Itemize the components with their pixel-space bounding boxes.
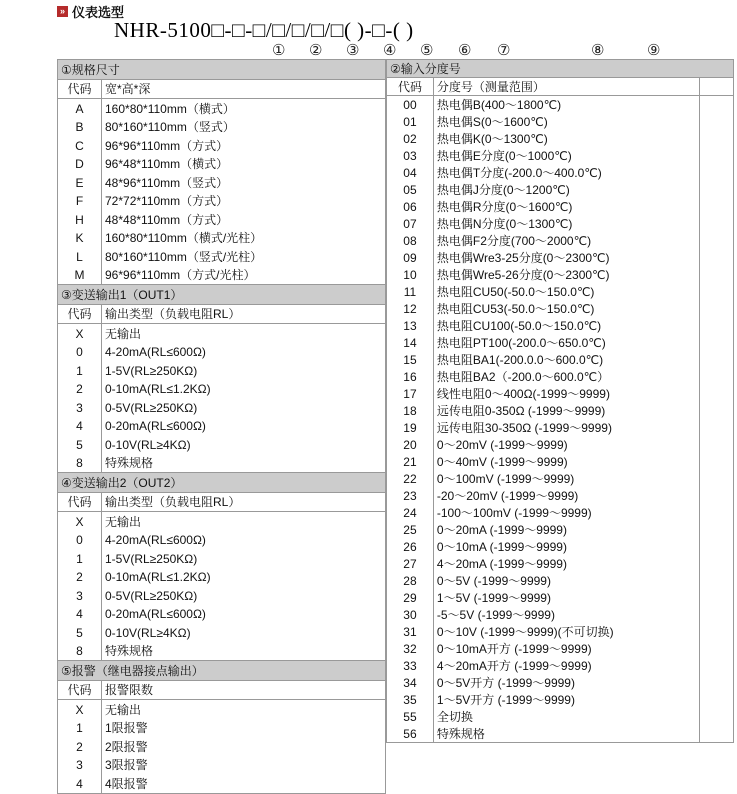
desc-cell: 96*96*110mm（方式/光柱） [102, 266, 386, 285]
table-row [58, 756, 386, 775]
column-header-row [58, 492, 386, 512]
code-cell: 09 [387, 249, 434, 266]
blank-cell [699, 232, 733, 249]
table-row [387, 402, 734, 419]
table-row [387, 691, 734, 708]
code-cell: 20 [387, 436, 434, 453]
section-title: ②输入分度号 [387, 60, 734, 78]
table-row [387, 181, 734, 198]
desc-cell: 热电阻CU50(-50.0～150.0℃) [433, 283, 699, 300]
desc-cell: 0～5V开方 (-1999～9999) [433, 674, 699, 691]
section-title: ①规格尺寸 [58, 60, 386, 80]
blank-cell [699, 130, 733, 147]
table-row [387, 674, 734, 691]
blank-cell [699, 521, 733, 538]
desc-cell: 80*160*110mm（竖式） [102, 118, 386, 137]
blank-cell [699, 317, 733, 334]
section-title: ③变送输出1（OUT1） [58, 285, 386, 305]
code-cell: F [58, 192, 102, 211]
position-marker: ② [309, 43, 323, 59]
column-header-desc: 报警限数 [102, 680, 386, 700]
blank-cell [699, 504, 733, 521]
code-cell: 2 [58, 737, 102, 756]
desc-cell: 0-10V(RL≥4KΩ) [102, 435, 386, 454]
code-cell: 21 [387, 453, 434, 470]
table-row [58, 719, 386, 738]
table-row [58, 361, 386, 380]
desc-cell: 热电阻BA2（-200.0～600.0℃） [433, 368, 699, 385]
code-cell: 1 [58, 549, 102, 568]
desc-cell: 0-20mA(RL≤600Ω) [102, 417, 386, 436]
column-header-code: 代码 [387, 78, 434, 96]
position-marker: ⑤ [420, 43, 434, 59]
blank-cell [699, 470, 733, 487]
desc-cell: 0-10mA(RL≤1.2KΩ) [102, 380, 386, 399]
desc-cell: 热电偶E分度(0～1000℃) [433, 147, 699, 164]
code-cell: 27 [387, 555, 434, 572]
input-range-table [386, 59, 734, 743]
desc-cell: 无输出 [102, 700, 386, 719]
desc-cell: 160*80*110mm（横式） [102, 99, 386, 118]
code-cell: 29 [387, 589, 434, 606]
blank-cell [699, 623, 733, 640]
desc-cell: 0～100mV (-1999～9999) [433, 470, 699, 487]
code-cell: 05 [387, 181, 434, 198]
table-row [387, 538, 734, 555]
desc-cell: 0～10mA开方 (-1999～9999) [433, 640, 699, 657]
table-row [387, 623, 734, 640]
position-marker: ⑦ [497, 43, 511, 59]
desc-cell: -5～5V (-1999～9999) [433, 606, 699, 623]
code-cell: 16 [387, 368, 434, 385]
blank-cell [699, 351, 733, 368]
desc-cell: 特殊规格 [102, 454, 386, 473]
desc-cell: 4-20mA(RL≤600Ω) [102, 343, 386, 362]
table-row [387, 470, 734, 487]
blank-cell [699, 657, 733, 674]
code-cell: 28 [387, 572, 434, 589]
code-cell: 00 [387, 96, 434, 114]
code-cell: 23 [387, 487, 434, 504]
code-cell: 1 [58, 361, 102, 380]
desc-cell: 4-20mA(RL≤600Ω) [102, 531, 386, 550]
desc-cell: 0-5V(RL≥250KΩ) [102, 398, 386, 417]
table-row [387, 385, 734, 402]
desc-cell: 160*80*110mm（横式/光柱） [102, 229, 386, 248]
table-row [58, 586, 386, 605]
code-cell: X [58, 700, 102, 719]
column-header-code: 代码 [58, 79, 102, 99]
table-row [387, 317, 734, 334]
blank-cell [699, 385, 733, 402]
code-cell: K [58, 229, 102, 248]
table-row [58, 642, 386, 661]
desc-cell: 0～40mV (-1999～9999) [433, 453, 699, 470]
blank-cell [699, 572, 733, 589]
code-cell: 3 [58, 586, 102, 605]
column-header-desc: 输出类型（负载电阻RL） [102, 304, 386, 324]
code-cell: 32 [387, 640, 434, 657]
code-cell: 01 [387, 113, 434, 130]
table-row [387, 589, 734, 606]
blank-cell [699, 96, 733, 114]
code-cell: 10 [387, 266, 434, 283]
page-title: 仪表选型 [72, 4, 125, 20]
code-cell: 56 [387, 725, 434, 743]
desc-cell: 远传电阻30-350Ω (-1999～9999) [433, 419, 699, 436]
table-row [58, 343, 386, 362]
table-row [387, 266, 734, 283]
column-header-desc: 宽*高*深 [102, 79, 386, 99]
blank-cell [699, 708, 733, 725]
desc-cell: 96*96*110mm（方式） [102, 136, 386, 155]
blank-cell [699, 113, 733, 130]
table-row [387, 130, 734, 147]
table-row [387, 725, 734, 743]
column-header-row [58, 304, 386, 324]
table-row [387, 147, 734, 164]
code-cell: 4 [58, 774, 102, 793]
table-row [387, 453, 734, 470]
column-header-code: 代码 [58, 304, 102, 324]
blank-cell [699, 249, 733, 266]
desc-cell: 无输出 [102, 324, 386, 343]
code-cell: B [58, 118, 102, 137]
code-cell: 8 [58, 642, 102, 661]
desc-cell: 1限报警 [102, 719, 386, 738]
table-row [58, 247, 386, 266]
table-row [387, 334, 734, 351]
code-cell: 34 [387, 674, 434, 691]
table-row [387, 232, 734, 249]
code-cell: 0 [58, 343, 102, 362]
column-header-code: 代码 [58, 680, 102, 700]
code-cell: 17 [387, 385, 434, 402]
blank-cell [699, 589, 733, 606]
code-cell: 0 [58, 531, 102, 550]
desc-cell: 0-20mA(RL≤600Ω) [102, 605, 386, 624]
desc-cell: 0-10V(RL≥4KΩ) [102, 623, 386, 642]
code-cell: 3 [58, 398, 102, 417]
code-cell: 11 [387, 283, 434, 300]
code-cell: 31 [387, 623, 434, 640]
code-cell: 33 [387, 657, 434, 674]
blank-cell [699, 283, 733, 300]
spec-table-left [57, 59, 386, 794]
blank-cell [699, 300, 733, 317]
desc-cell: 48*96*110mm（竖式） [102, 173, 386, 192]
table-row [387, 283, 734, 300]
desc-cell: 0-10mA(RL≤1.2KΩ) [102, 568, 386, 587]
page-header [0, 0, 737, 59]
blank-cell [699, 725, 733, 743]
desc-cell: 热电阻BA1(-200.0.0～600.0℃) [433, 351, 699, 368]
table-row [387, 606, 734, 623]
table-row [387, 640, 734, 657]
desc-cell: -20～20mV (-1999～9999) [433, 487, 699, 504]
code-cell: X [58, 324, 102, 343]
table-row [58, 118, 386, 137]
code-cell: C [58, 136, 102, 155]
desc-cell: 热电偶Wre3-25分度(0～2300℃) [433, 249, 699, 266]
code-cell: 13 [387, 317, 434, 334]
desc-cell: 特殊规格 [433, 725, 699, 743]
blank-cell [699, 487, 733, 504]
position-marker: ① [272, 43, 286, 59]
table-row [58, 398, 386, 417]
column-header-blank [699, 78, 733, 96]
blank-cell [699, 640, 733, 657]
desc-cell: 热电偶Wre5-26分度(0～2300℃) [433, 266, 699, 283]
column-header-desc: 分度号（测量范围） [433, 78, 699, 96]
column-header-desc: 输出类型（负载电阻RL） [102, 492, 386, 512]
code-cell: E [58, 173, 102, 192]
table-row [58, 173, 386, 192]
section-header-row [58, 60, 386, 80]
selection-tables [57, 59, 737, 794]
table-row [387, 419, 734, 436]
desc-cell: 3限报警 [102, 756, 386, 775]
desc-cell: 热电偶K(0～1300℃) [433, 130, 699, 147]
table-row [387, 555, 734, 572]
section-title: ⑤报警（继电器接点输出） [58, 661, 386, 681]
blank-cell [699, 181, 733, 198]
table-row [58, 700, 386, 719]
section-header-row [387, 60, 734, 78]
code-cell: D [58, 155, 102, 174]
code-cell: 2 [58, 568, 102, 587]
code-cell: 04 [387, 164, 434, 181]
table-row [58, 512, 386, 531]
table-row [387, 164, 734, 181]
position-markers [57, 41, 737, 59]
table-row [387, 708, 734, 725]
desc-cell: 线性电阻0～400Ω(-1999～9999) [433, 385, 699, 402]
desc-cell: 4～20mA开方 (-1999～9999) [433, 657, 699, 674]
section-header-row [58, 285, 386, 305]
desc-cell: 0-5V(RL≥250KΩ) [102, 586, 386, 605]
table-row [387, 96, 734, 114]
code-cell: 55 [387, 708, 434, 725]
desc-cell: 热电偶N分度(0～1300℃) [433, 215, 699, 232]
table-row [58, 737, 386, 756]
table-row [58, 136, 386, 155]
blank-cell [699, 266, 733, 283]
code-cell: A [58, 99, 102, 118]
table-row [387, 368, 734, 385]
table-row [58, 568, 386, 587]
desc-cell: 热电偶R分度(0～1600℃) [433, 198, 699, 215]
table-row [387, 198, 734, 215]
position-marker: ③ [346, 43, 360, 59]
desc-cell: 热电偶T分度(-200.0～400.0℃) [433, 164, 699, 181]
blank-cell [699, 402, 733, 419]
column-header-row [387, 78, 734, 96]
table-row [58, 229, 386, 248]
blank-cell [699, 453, 733, 470]
table-row [387, 215, 734, 232]
column-header-code: 代码 [58, 492, 102, 512]
code-cell: 25 [387, 521, 434, 538]
desc-cell: 1～5V (-1999～9999) [433, 589, 699, 606]
desc-cell: 1-5V(RL≥250KΩ) [102, 549, 386, 568]
table-row [58, 549, 386, 568]
table-row [58, 435, 386, 454]
desc-cell: 热电偶B(400～1800℃) [433, 96, 699, 114]
code-cell: 4 [58, 417, 102, 436]
blank-cell [699, 419, 733, 436]
code-cell: 26 [387, 538, 434, 555]
code-cell: 03 [387, 147, 434, 164]
code-cell: 07 [387, 215, 434, 232]
table-row [387, 657, 734, 674]
desc-cell: 热电偶F2分度(700～2000℃) [433, 232, 699, 249]
table-row [58, 454, 386, 473]
position-marker: ⑨ [647, 43, 661, 59]
desc-cell: 远传电阻0-350Ω (-1999～9999) [433, 402, 699, 419]
code-cell: 3 [58, 756, 102, 775]
blank-cell [699, 368, 733, 385]
desc-cell: 热电偶J分度(0～1200℃) [433, 181, 699, 198]
desc-cell: 4～20mA (-1999～9999) [433, 555, 699, 572]
desc-cell: 1～5V开方 (-1999～9999) [433, 691, 699, 708]
blank-cell [699, 164, 733, 181]
desc-cell: 特殊规格 [102, 642, 386, 661]
desc-cell: 0～10V (-1999～9999)(不可切换) [433, 623, 699, 640]
code-cell: L [58, 247, 102, 266]
blank-cell [699, 147, 733, 164]
code-cell: 8 [58, 454, 102, 473]
desc-cell: 80*160*110mm（竖式/光柱） [102, 247, 386, 266]
red-arrow-bullet-icon: » [57, 6, 68, 17]
code-cell: 1 [58, 719, 102, 738]
code-cell: 5 [58, 435, 102, 454]
table-row [387, 521, 734, 538]
table-row [387, 113, 734, 130]
code-cell: 12 [387, 300, 434, 317]
desc-cell: 48*48*110mm（方式） [102, 210, 386, 229]
blank-cell [699, 198, 733, 215]
code-cell: 02 [387, 130, 434, 147]
desc-cell: 0～20mV (-1999～9999) [433, 436, 699, 453]
desc-cell: -100～100mV (-1999～9999) [433, 504, 699, 521]
blank-cell [699, 334, 733, 351]
code-cell: 35 [387, 691, 434, 708]
blank-cell [699, 538, 733, 555]
desc-cell: 无输出 [102, 512, 386, 531]
blank-cell [699, 436, 733, 453]
table-row [387, 300, 734, 317]
code-cell: 22 [387, 470, 434, 487]
section-title: ④变送输出2（OUT2） [58, 473, 386, 493]
table-row [58, 417, 386, 436]
table-row [58, 155, 386, 174]
position-marker: ⑧ [591, 43, 605, 59]
code-cell: 4 [58, 605, 102, 624]
code-cell: 24 [387, 504, 434, 521]
code-cell: 14 [387, 334, 434, 351]
column-header-row [58, 680, 386, 700]
table-row [387, 351, 734, 368]
table-row [387, 487, 734, 504]
table-row [58, 380, 386, 399]
table-row [58, 324, 386, 343]
desc-cell: 0～10mA (-1999～9999) [433, 538, 699, 555]
desc-cell: 2限报警 [102, 737, 386, 756]
desc-cell: 热电阻PT100(-200.0～650.0℃) [433, 334, 699, 351]
blank-cell [699, 606, 733, 623]
table-row [58, 266, 386, 285]
code-cell: H [58, 210, 102, 229]
section-header-row [58, 661, 386, 681]
code-cell: 18 [387, 402, 434, 419]
desc-cell: 热电阻CU100(-50.0～150.0℃) [433, 317, 699, 334]
table-row [387, 504, 734, 521]
desc-cell: 0～20mA (-1999～9999) [433, 521, 699, 538]
code-cell: X [58, 512, 102, 531]
desc-cell: 4限报警 [102, 774, 386, 793]
code-cell: 19 [387, 419, 434, 436]
code-cell: 5 [58, 623, 102, 642]
table-row [58, 99, 386, 118]
desc-cell: 热电阻CU53(-50.0～150.0℃) [433, 300, 699, 317]
blank-cell [699, 674, 733, 691]
code-cell: 06 [387, 198, 434, 215]
column-header-row [58, 79, 386, 99]
code-cell: 15 [387, 351, 434, 368]
code-cell: M [58, 266, 102, 285]
code-cell: 08 [387, 232, 434, 249]
model-code: NHR-5100□-□-□/□/□/□/□( )-□-( ) [114, 18, 414, 42]
code-cell: 2 [58, 380, 102, 399]
table-row [58, 192, 386, 211]
table-row [387, 436, 734, 453]
table-row [387, 572, 734, 589]
table-row [58, 210, 386, 229]
position-marker: ④ [383, 43, 397, 59]
table-row [58, 605, 386, 624]
code-cell: 30 [387, 606, 434, 623]
desc-cell: 96*48*110mm（横式） [102, 155, 386, 174]
blank-cell [699, 555, 733, 572]
position-marker: ⑥ [458, 43, 472, 59]
desc-cell: 0～5V (-1999～9999) [433, 572, 699, 589]
blank-cell [699, 215, 733, 232]
desc-cell: 热电偶S(0～1600℃) [433, 113, 699, 130]
table-row [58, 531, 386, 550]
desc-cell: 72*72*110mm（方式） [102, 192, 386, 211]
table-row [387, 249, 734, 266]
section-header-row [58, 473, 386, 493]
desc-cell: 全切换 [433, 708, 699, 725]
desc-cell: 1-5V(RL≥250KΩ) [102, 361, 386, 380]
blank-cell [699, 691, 733, 708]
table-row [58, 623, 386, 642]
